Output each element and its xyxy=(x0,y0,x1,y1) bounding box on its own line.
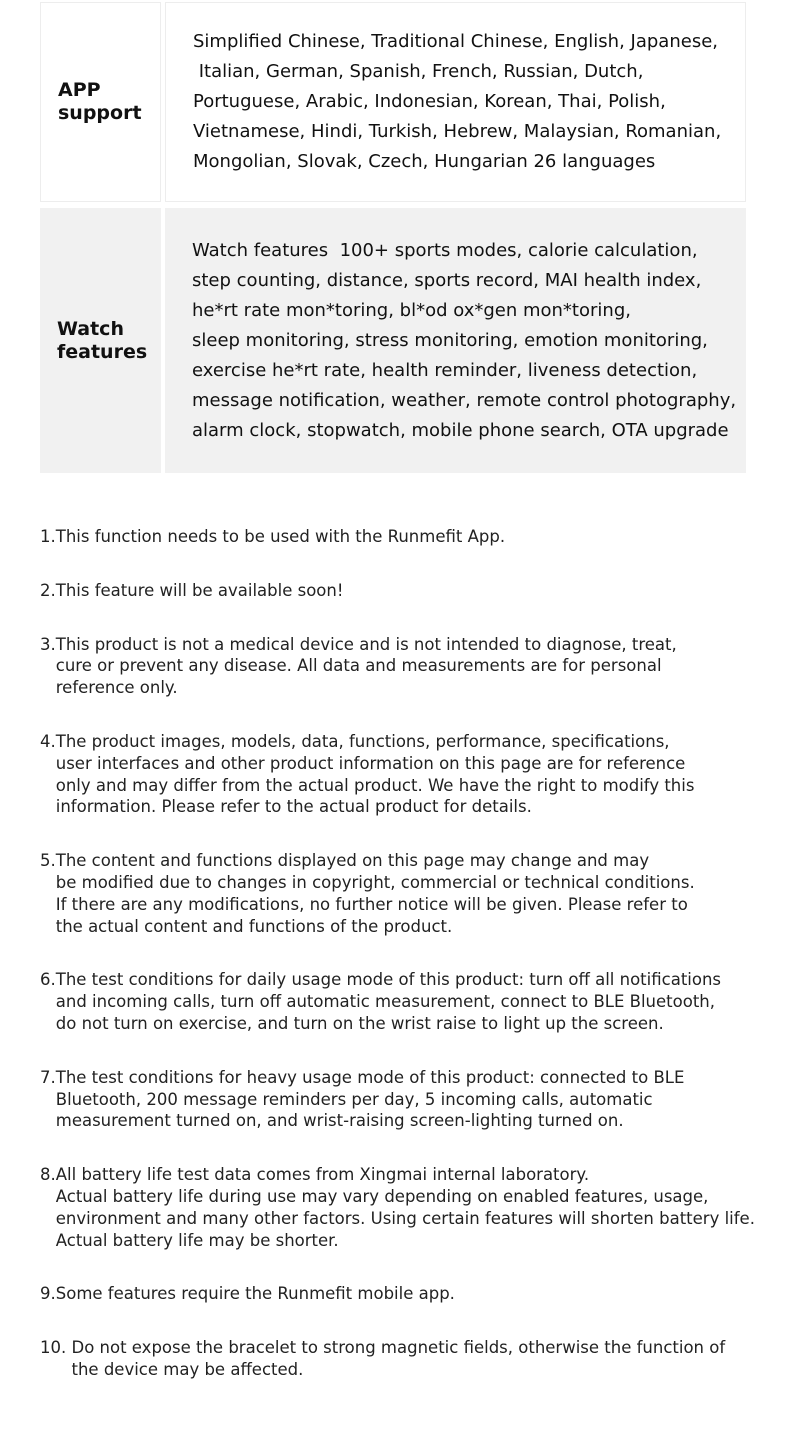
note-4 xyxy=(40,731,785,818)
note-line: All battery life test data comes from Xingmai internal laboratory. xyxy=(55,1165,590,1185)
note-line: environment and many other factors. Using certain features will shorten battery life. xyxy=(55,1208,755,1228)
note-3 xyxy=(40,634,785,699)
note-line: be modified due to changes in copyright, commercial or technical conditions. xyxy=(55,872,695,892)
spec-value-line: Vietnamese, Hindi, Turkish, Hebrew, Malaysian, Romanian, xyxy=(193,121,722,142)
note-line: The test conditions for daily usage mode of this product: turn off all notifications xyxy=(55,970,722,990)
note-number: 5. xyxy=(40,851,56,871)
note-line: Some features require the Runmefit mobile app. xyxy=(55,1284,455,1304)
note-number: 8. xyxy=(40,1165,56,1185)
note-line: This product is not a medical device and is not intended to diagnose, treat, xyxy=(55,634,677,654)
spec-value xyxy=(165,2,746,202)
note-9 xyxy=(40,1283,785,1305)
note-line: Do not expose the bracelet to strong magnetic fields, otherwise the function of xyxy=(71,1338,726,1358)
note-line: do not turn on exercise, and turn on the wrist raise to light up the screen. xyxy=(55,1013,664,1033)
note-line: measurement turned on, and wrist-raising screen-lighting turned on. xyxy=(55,1111,624,1131)
note-number: 3. xyxy=(40,634,56,654)
spec-value-line: step counting, distance, sports record, MAI health index, xyxy=(192,269,702,291)
spec-value-line: alarm clock, stopwatch, mobile phone search, OTA upgrade xyxy=(192,419,729,441)
spec-label-line: APP xyxy=(58,79,101,101)
note-number: 6. xyxy=(40,970,56,990)
note-5 xyxy=(40,850,785,937)
note-number: 4. xyxy=(40,731,56,751)
spec-label-line: Watch xyxy=(57,317,124,340)
note-8 xyxy=(40,1164,785,1251)
spec-value-line: Mongolian, Slovak, Czech, Hungarian 26 languages xyxy=(193,151,656,172)
note-line: only and may differ from the actual product. We have the right to modify this xyxy=(55,775,695,795)
spec-value-line: Watch features 100+ sports modes, calorie calculation, xyxy=(192,239,698,261)
spec-label-line: features xyxy=(57,340,148,363)
spec-value xyxy=(165,208,746,473)
note-line: the actual content and functions of the product. xyxy=(55,916,453,936)
spec-value-line: Italian, German, Spanish, French, Russian, Dutch, xyxy=(193,61,644,82)
note-line: If there are any modifications, no further notice will be given. Please refer to xyxy=(55,894,688,914)
note-number: 2. xyxy=(40,580,56,600)
spec-label xyxy=(40,2,161,202)
spec-value-line: Simplified Chinese, Traditional Chinese, English, Japanese, xyxy=(193,31,718,52)
note-line: cure or prevent any disease. All data and measurements are for personal xyxy=(55,656,662,676)
spec-label-line: support xyxy=(58,102,142,124)
spec-value-line: sleep monitoring, stress monitoring, emotion monitoring, xyxy=(192,329,708,351)
note-line: The test conditions for heavy usage mode of this product: connected to BLE xyxy=(55,1067,685,1087)
note-line: the device may be affected. xyxy=(71,1359,304,1379)
spec-value-line: Portuguese, Arabic, Indonesian, Korean, Thai, Polish, xyxy=(193,91,666,112)
note-number: 10. xyxy=(40,1338,72,1358)
note-number: 9. xyxy=(40,1284,56,1304)
spec-label xyxy=(40,208,161,473)
note-10 xyxy=(40,1337,785,1381)
note-line: The product images, models, data, functions, performance, specifications, xyxy=(55,731,670,751)
note-line: Actual battery life may be shorter. xyxy=(55,1230,339,1250)
note-line: Actual battery life during use may vary depending on enabled features, usage, xyxy=(55,1186,709,1206)
note-line: This feature will be available soon! xyxy=(55,580,344,600)
note-line: This function needs to be used with the Runmefit App. xyxy=(55,527,506,546)
note-line: information. Please refer to the actual product for details. xyxy=(55,797,532,817)
note-2 xyxy=(40,580,785,602)
note-line: Bluetooth, 200 message reminders per day, 5 incoming calls, automatic xyxy=(55,1089,653,1109)
note-line: The content and functions displayed on this page may change and may xyxy=(55,851,650,871)
note-number: 1. xyxy=(40,527,56,546)
spec-row-watch-features xyxy=(40,208,746,473)
spec-value-line: message notification, weather, remote control photography, xyxy=(192,389,737,411)
note-7 xyxy=(40,1067,785,1132)
spec-value-line: exercise he*rt rate, health reminder, liveness detection, xyxy=(192,359,698,381)
spec-row-app-support xyxy=(40,2,746,202)
note-line: user interfaces and other product information on this page are for reference xyxy=(55,753,686,773)
note-6 xyxy=(40,969,785,1034)
spec-table xyxy=(40,2,746,479)
disclaimer-notes xyxy=(40,526,785,1413)
note-1 xyxy=(40,526,785,548)
note-line: and incoming calls, turn off automatic measurement, connect to BLE Bluetooth, xyxy=(55,992,715,1012)
note-line: reference only. xyxy=(55,678,178,698)
note-number: 7. xyxy=(40,1067,56,1087)
spec-value-line: he*rt rate mon*toring, bl*od ox*gen mon*toring, xyxy=(192,299,631,321)
